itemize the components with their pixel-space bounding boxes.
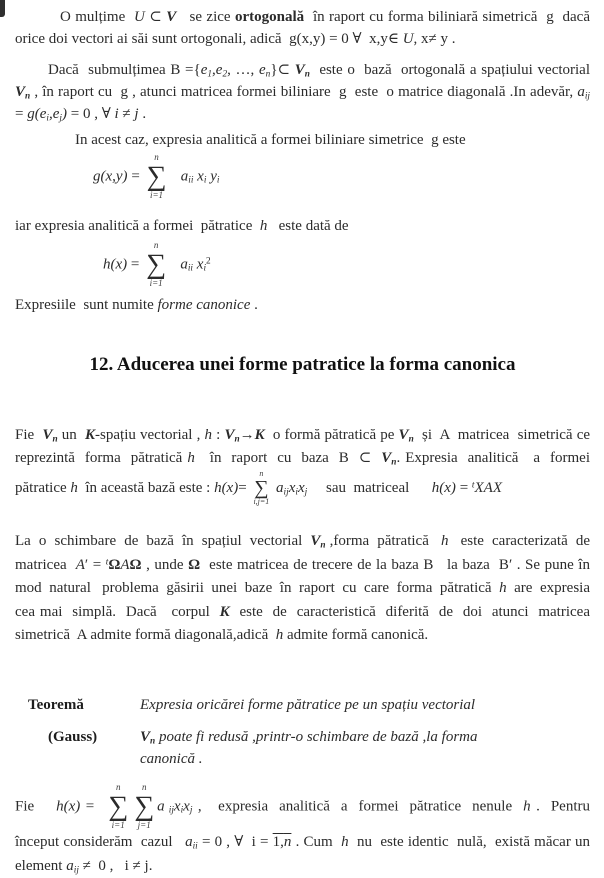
theorem-statement-line2 [140, 726, 478, 770]
text-run: h(x) [431, 479, 456, 496]
text-run: j [134, 106, 139, 122]
text-run: = [238, 479, 251, 496]
theorem-statement-line1 [140, 694, 475, 716]
text-run: în raport cu baza B ⊂ [194, 449, 382, 466]
text-run: ortogonală [234, 9, 305, 25]
text-run: are expresia cea mai simplă. Dacă corpul [15, 580, 598, 620]
theorem-statement-line2a [140, 726, 478, 748]
text-run: admite formă canonică. [283, 627, 429, 644]
text-run: Ω [129, 556, 142, 573]
text-run: h(x) [214, 479, 239, 496]
text-run: t [471, 480, 475, 491]
text-run: n [52, 433, 58, 444]
text-run: = 0 , ∀ i = [197, 834, 273, 851]
text-run: V [166, 9, 177, 25]
text-run: e [258, 62, 266, 78]
text-run: V [140, 728, 151, 745]
formula-bilinear-sum [93, 153, 590, 201]
text-run: x [297, 479, 305, 496]
text-run: iar expresia analitică a formei pătratice [15, 217, 260, 234]
sigma-sum-symbol: n ∑ i,j=1 [253, 468, 270, 507]
text-run: $\overline{n}$ [283, 834, 292, 851]
text-run: . [250, 296, 258, 313]
text-run: In acest caz, expresia analitică a formei biliniare simetrice g este [75, 132, 466, 148]
text-run: ) [61, 106, 67, 122]
text-run: a [157, 797, 165, 814]
text-run: Fie [15, 797, 57, 814]
text-run: O mulțime [60, 9, 135, 25]
text-run [170, 168, 181, 184]
text-run: V [381, 449, 392, 466]
text-run: . [138, 106, 147, 122]
text-run: e [200, 62, 208, 78]
text-run: h [275, 627, 284, 644]
text-run: , expresia analitică a formei pătratice nenule [192, 797, 524, 814]
formula-quadratic-sum [103, 241, 590, 289]
text-run: n [234, 433, 240, 444]
text-run: este dată de [267, 217, 349, 234]
text-run: K [219, 603, 230, 620]
text-run: o formă pătratică pe [264, 426, 399, 443]
text-run: a [180, 256, 188, 273]
paragraph-basis-change [15, 530, 598, 648]
text-run: V [224, 426, 235, 443]
text-run: n [150, 735, 156, 746]
text-run: e [215, 62, 223, 78]
text-run: j [189, 805, 193, 816]
text-run: y [206, 168, 217, 185]
text-run: poate fi redusă ,printr-o schimbare de bază ,la forma [155, 728, 478, 745]
text-run: a [577, 84, 585, 100]
text-run: i [46, 113, 49, 124]
text-run: a [276, 479, 284, 496]
text-run: h [523, 797, 531, 814]
text-run: ⊂ [144, 9, 167, 25]
text-run: = [455, 479, 472, 496]
text-run: h [204, 426, 212, 443]
text-run: x [193, 168, 204, 185]
text-run: Expresia oricărei forme pătratice pe un spațiu vectorial [140, 696, 476, 713]
sigma-sum-symbol: n ∑ j=1 [134, 781, 155, 830]
text-run: Ω [108, 556, 121, 573]
sigma-sum-symbol: n ∑ i=1 [146, 239, 167, 288]
text-run: Ω [188, 556, 201, 573]
text-run: ij [164, 805, 174, 816]
text-run: , …, [227, 62, 259, 78]
text-run: ′ [84, 556, 89, 573]
text-run: i [216, 175, 220, 186]
text-run: și A matricea simetrică ce reprezintă forma pătratică [15, 426, 602, 466]
text-run: = [88, 556, 106, 573]
text-run: i [203, 263, 207, 274]
text-run: forme canonice [157, 296, 251, 313]
text-run: ij [283, 487, 289, 498]
text-run: n [25, 91, 31, 102]
text-run: ≠ [118, 106, 135, 122]
page-edge-artifact [0, 0, 5, 17]
text-run: h [341, 834, 349, 851]
text-run: ii [187, 263, 194, 274]
text-run: în raport cu forma biliniară simetrică g dacă orice doi vectori ai săi sunt ortogonali, adică g(x,y) = 0 ∀ x,y∈ [15, 9, 594, 47]
text-run: ′ [508, 556, 513, 573]
text-run: A [120, 556, 130, 573]
text-run: = [127, 256, 144, 273]
text-run: ii [188, 175, 194, 186]
text-run: La o schimbare de bază în spațiul vectorial [15, 533, 311, 550]
text-run: V [42, 426, 53, 443]
text-run: g(x,y) [93, 168, 128, 185]
text-run: . Pentru început considerăm cazul [15, 797, 598, 851]
text-run: V [294, 62, 305, 78]
text-run: x [173, 797, 181, 814]
text-run: i [114, 106, 119, 122]
text-run: este o bază ortogonală a spațiului vectorial [309, 62, 594, 78]
text-run: i [203, 175, 207, 186]
text-run: , unde [141, 556, 189, 573]
text-run: a [180, 168, 189, 185]
text-run: a [185, 834, 193, 851]
text-run: 1 [207, 69, 213, 80]
text-run: XAX [474, 479, 502, 496]
paragraph-orthogonal-basis [15, 59, 594, 125]
text-run [169, 256, 180, 272]
text-run: sau matriceal [307, 479, 432, 496]
text-run: : [212, 426, 225, 443]
text-run: = [15, 84, 594, 122]
text-run: U [402, 31, 414, 47]
sigma-sum-symbol: n ∑ i=1 [146, 152, 167, 200]
theorem-label: Teoremă [28, 696, 84, 713]
text-run: K [85, 426, 96, 443]
text-run: j [304, 487, 308, 498]
paragraph-quadratic-expression-intro [15, 215, 590, 237]
paragraph-gauss-proof-start [15, 781, 598, 878]
text-run: , [212, 62, 216, 78]
text-run: V [310, 533, 321, 550]
paragraph-bilinear-expression-intro [15, 129, 590, 151]
paragraph-canonical-forms-note [15, 294, 590, 316]
text-run: h(x) [103, 256, 128, 273]
text-run: , în raport cu g , atunci matricea formei biliniare g este o matrice diagonală .In adevăr, [30, 84, 578, 100]
text-run: x [193, 256, 204, 273]
text-run: Dacă submulțimea B ={ [48, 62, 201, 78]
text-run: t [105, 557, 109, 568]
text-run: , x≠ y . [413, 31, 456, 47]
text-run: nu este identic nulă, există măcar un element [15, 834, 594, 875]
text-run: n [391, 456, 397, 467]
text-run: ≠ 0 , i ≠ j. [78, 858, 153, 875]
text-run: j [59, 113, 62, 124]
text-run: h [440, 533, 449, 550]
text-run: canonică . [140, 750, 203, 767]
text-run: Fie [15, 426, 43, 443]
text-run: n [320, 540, 326, 551]
text-run: → [239, 426, 255, 443]
theorem-gauss-label: (Gauss) [48, 728, 98, 745]
text-run: V [15, 84, 26, 100]
text-run: = 0 , ∀ [66, 106, 115, 122]
text-run: U [134, 9, 145, 25]
text-run: este matricea de trecere de la baza B la baza B [200, 556, 509, 573]
section-title: 12. Aducerea unei forme patratice la forma canonica [89, 353, 516, 375]
text-run: i [295, 487, 298, 498]
text-run: 2 [206, 256, 211, 267]
text-run: . Cum [291, 834, 342, 851]
text-run: = [80, 797, 106, 814]
text-run: n [265, 69, 271, 80]
theorem-row-statement [28, 694, 590, 716]
text-run: 2 [222, 69, 228, 80]
text-run: ,e [48, 106, 60, 122]
text-run: n [304, 69, 310, 80]
text-run: A [75, 556, 85, 573]
text-run: i [180, 805, 184, 816]
paragraph-quadratic-form-setup [15, 424, 602, 508]
text-run: h(x) [56, 797, 81, 814]
text-run: V [398, 426, 409, 443]
text-run: g(e [27, 106, 47, 122]
text-run: K [254, 426, 265, 443]
sigma-sum-symbol: n ∑ i=1 [108, 781, 129, 830]
text-run: este de caracteristică diferită de doi atunci matricea simetrică A admite formă diagonală,adică [15, 603, 598, 644]
text-run: ,forma pătratică [325, 533, 441, 550]
text-run: . Se pune în mod natural problema găsirii unei baze în raport cu care forma pătratică [15, 556, 594, 597]
text-run: 1, [272, 834, 284, 851]
text-run: h [259, 217, 268, 234]
theorem-block [15, 694, 590, 770]
text-run: ij [73, 865, 79, 876]
theorem-statement-line2b [140, 748, 478, 770]
text-run: un [57, 426, 86, 443]
text-run: x [183, 797, 190, 814]
text-run: -spațiu vectorial , [95, 426, 205, 443]
paragraph-orthogonal-set-definition [15, 6, 594, 50]
text-run: h [499, 580, 507, 597]
theorem-row-gauss [28, 726, 590, 770]
text-run: este caracterizată de matricea [15, 533, 594, 573]
text-run: se zice [176, 9, 235, 25]
text-run: = [127, 168, 144, 185]
text-run: . Expresia analitică a formei pătratice [15, 449, 594, 496]
text-run: Expresiile sunt numite [15, 296, 158, 313]
text-run: în această bază este : [77, 479, 215, 496]
text-run: n [408, 433, 414, 444]
text-run: h [187, 449, 195, 466]
text-run: a [66, 858, 74, 875]
text-run: ij [584, 91, 590, 102]
text-run: h [70, 479, 78, 496]
text-run: x [288, 479, 296, 496]
text-run: ii [192, 841, 198, 852]
text-run: }⊂ [270, 62, 295, 78]
